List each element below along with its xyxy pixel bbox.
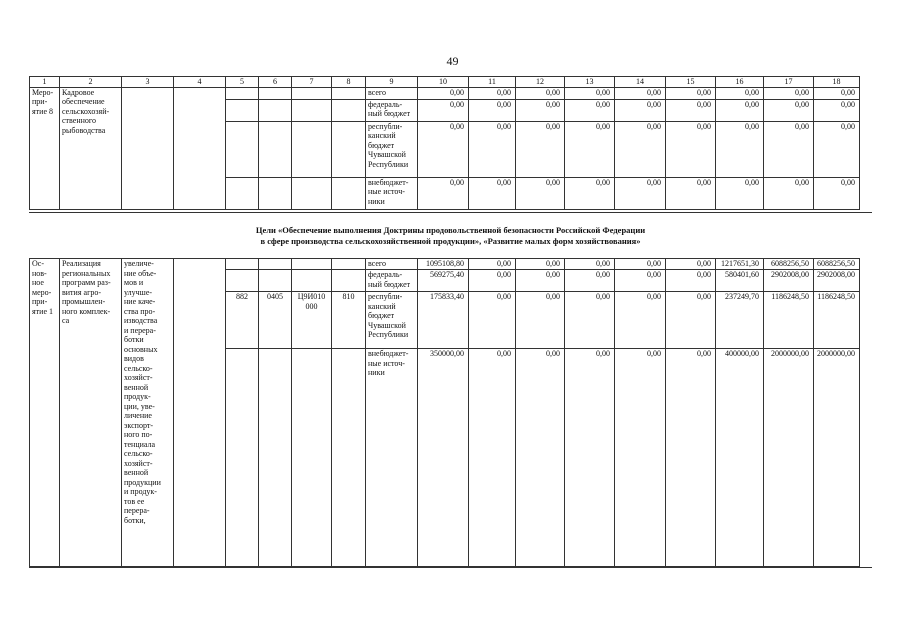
value-cell: 569275,40 bbox=[418, 270, 469, 292]
value-cell: 0,00 bbox=[565, 292, 615, 349]
budget-code-cell bbox=[226, 177, 259, 209]
column-number-2: 2 bbox=[60, 77, 122, 88]
value-cell: 1217651,30 bbox=[716, 259, 764, 270]
funding-source-cell: федераль- ный бюджет bbox=[366, 270, 418, 292]
target-cell: увеличе- ние объе- мов и улучше- ние каче- ства про- изводства и перера- ботки основных видов сельско- хозяйст- венной продук- ции, уве- личение экспорт- ного по- тенциала сельско- хозяйст- венной продукции и продук- тов ее перера- ботки, bbox=[122, 259, 174, 567]
budget-code-cell bbox=[332, 270, 366, 292]
value-cell: 0,00 bbox=[814, 121, 860, 177]
value-cell: 0,00 bbox=[764, 121, 814, 177]
value-cell: 580401,60 bbox=[716, 270, 764, 292]
block1-bottom-rule bbox=[29, 212, 872, 213]
value-cell: 0,00 bbox=[615, 177, 666, 209]
budget-code-cell bbox=[292, 270, 332, 292]
value-cell: 0,00 bbox=[615, 349, 666, 567]
rzpr-code-cell: 0405 bbox=[259, 292, 292, 349]
budget-code-cell bbox=[259, 87, 292, 99]
budget-code-cell bbox=[292, 177, 332, 209]
value-cell: 0,00 bbox=[615, 259, 666, 270]
value-cell: 0,00 bbox=[666, 121, 716, 177]
vr-code-cell: 810 bbox=[332, 292, 366, 349]
budget-code-cell bbox=[292, 99, 332, 121]
budget-code-cell bbox=[292, 121, 332, 177]
budget-code-cell bbox=[332, 87, 366, 99]
column-number-12: 12 bbox=[516, 77, 565, 88]
column-number-8: 8 bbox=[332, 77, 366, 88]
column-number-row bbox=[30, 77, 860, 88]
value-cell: 2000000,00 bbox=[814, 349, 860, 567]
budget-code-cell bbox=[292, 87, 332, 99]
value-cell: 0,00 bbox=[615, 99, 666, 121]
column-number-15: 15 bbox=[666, 77, 716, 88]
value-cell: 2902008,00 bbox=[764, 270, 814, 292]
value-cell: 0,00 bbox=[565, 177, 615, 209]
value-cell: 0,00 bbox=[666, 87, 716, 99]
funding-source-cell: федераль- ный бюджет bbox=[366, 99, 418, 121]
budget-code-cell bbox=[226, 270, 259, 292]
block2-bottom-rule bbox=[29, 567, 872, 568]
value-cell: 0,00 bbox=[615, 270, 666, 292]
value-cell: 0,00 bbox=[469, 99, 516, 121]
table-row bbox=[30, 259, 860, 270]
value-cell: 0,00 bbox=[516, 87, 565, 99]
funding-source-cell: республи- канский бюджет Чувашской Республики bbox=[366, 121, 418, 177]
value-cell: 1186248,50 bbox=[764, 292, 814, 349]
column-number-9: 9 bbox=[366, 77, 418, 88]
value-cell: 0,00 bbox=[418, 177, 469, 209]
value-cell: 0,00 bbox=[666, 292, 716, 349]
column-number-6: 6 bbox=[259, 77, 292, 88]
value-cell: 0,00 bbox=[516, 349, 565, 567]
column-number-10: 10 bbox=[418, 77, 469, 88]
activity-name-cell: Ос- нов- ное меро- при- ятие 1 bbox=[30, 259, 60, 567]
value-cell: 0,00 bbox=[516, 121, 565, 177]
budget-code-cell bbox=[226, 87, 259, 99]
column-number-17: 17 bbox=[764, 77, 814, 88]
budget-code-cell bbox=[226, 121, 259, 177]
value-cell: 0,00 bbox=[469, 121, 516, 177]
budget-table-block1 bbox=[29, 76, 860, 210]
activity-name-cell: Меро- при- ятие 8 bbox=[30, 87, 60, 209]
value-cell: 0,00 bbox=[764, 177, 814, 209]
value-cell: 0,00 bbox=[716, 87, 764, 99]
value-cell: 175833,40 bbox=[418, 292, 469, 349]
value-cell: 0,00 bbox=[814, 99, 860, 121]
value-cell: 1186248,50 bbox=[814, 292, 860, 349]
column-number-4: 4 bbox=[174, 77, 226, 88]
value-cell: 0,00 bbox=[469, 87, 516, 99]
value-cell: 0,00 bbox=[418, 87, 469, 99]
value-cell: 2000000,00 bbox=[764, 349, 814, 567]
csr-code-cell: Ц9И010 000 bbox=[292, 292, 332, 349]
value-cell: 0,00 bbox=[666, 259, 716, 270]
value-cell: 0,00 bbox=[565, 87, 615, 99]
budget-code-cell bbox=[226, 259, 259, 270]
value-cell: 0,00 bbox=[516, 177, 565, 209]
budget-code-cell bbox=[292, 349, 332, 567]
value-cell: 0,00 bbox=[814, 177, 860, 209]
value-cell: 0,00 bbox=[666, 349, 716, 567]
budget-code-cell bbox=[332, 99, 366, 121]
funding-source-cell: республи- канский бюджет Чувашской Республики bbox=[366, 292, 418, 349]
column-number-18: 18 bbox=[814, 77, 860, 88]
value-cell: 0,00 bbox=[565, 121, 615, 177]
activity-description-cell: Кадровое обеспечение сельскохозяй- ственного рыбоводства bbox=[60, 87, 122, 209]
value-cell: 0,00 bbox=[666, 177, 716, 209]
indicator-cell bbox=[174, 259, 226, 567]
budget-code-cell bbox=[332, 259, 366, 270]
budget-code-cell bbox=[259, 270, 292, 292]
funding-source-cell: всего bbox=[366, 87, 418, 99]
value-cell: 0,00 bbox=[615, 292, 666, 349]
funding-source-cell: внебюджет- ные источ- ники bbox=[366, 349, 418, 567]
value-cell: 0,00 bbox=[516, 259, 565, 270]
value-cell: 0,00 bbox=[615, 87, 666, 99]
value-cell: 0,00 bbox=[666, 270, 716, 292]
budget-code-cell bbox=[226, 349, 259, 567]
budget-code-cell bbox=[332, 177, 366, 209]
value-cell: 0,00 bbox=[469, 292, 516, 349]
value-cell: 0,00 bbox=[469, 270, 516, 292]
activity-description-cell: Реализация региональных программ раз- вития агро- промышлен- ного комплек- са bbox=[60, 259, 122, 567]
column-number-14: 14 bbox=[615, 77, 666, 88]
budget-code-cell bbox=[332, 349, 366, 567]
budget-table-block2 bbox=[29, 258, 860, 567]
grbs-code-cell: 882 bbox=[226, 292, 259, 349]
budget-code-cell bbox=[259, 349, 292, 567]
column-number-5: 5 bbox=[226, 77, 259, 88]
value-cell: 0,00 bbox=[418, 121, 469, 177]
value-cell: 0,00 bbox=[565, 259, 615, 270]
value-cell: 0,00 bbox=[716, 177, 764, 209]
target-cell bbox=[122, 87, 174, 209]
column-number-16: 16 bbox=[716, 77, 764, 88]
value-cell: 0,00 bbox=[418, 99, 469, 121]
column-number-13: 13 bbox=[565, 77, 615, 88]
value-cell: 6088256,50 bbox=[764, 259, 814, 270]
indicator-cell bbox=[174, 87, 226, 209]
value-cell: 0,00 bbox=[716, 99, 764, 121]
value-cell: 0,00 bbox=[565, 99, 615, 121]
value-cell: 0,00 bbox=[469, 259, 516, 270]
goal-heading: Цели «Обеспечение выполнения Доктрины продовольственной безопасности Российской Федерации в сфере производства сельскохозяйственной продукции», «Развитие малых форм хозяйствования» bbox=[255, 225, 646, 246]
value-cell: 0,00 bbox=[814, 87, 860, 99]
value-cell: 0,00 bbox=[469, 349, 516, 567]
value-cell: 0,00 bbox=[565, 270, 615, 292]
budget-code-cell bbox=[292, 259, 332, 270]
value-cell: 0,00 bbox=[764, 99, 814, 121]
value-cell: 350000,00 bbox=[418, 349, 469, 567]
value-cell: 0,00 bbox=[516, 99, 565, 121]
funding-source-cell: внебюджет- ные источ- ники bbox=[366, 177, 418, 209]
value-cell: 0,00 bbox=[716, 121, 764, 177]
page-number: 49 bbox=[446, 54, 459, 68]
budget-code-cell bbox=[226, 99, 259, 121]
funding-source-cell: всего bbox=[366, 259, 418, 270]
value-cell: 400000,00 bbox=[716, 349, 764, 567]
value-cell: 6088256,50 bbox=[814, 259, 860, 270]
budget-code-cell bbox=[259, 259, 292, 270]
budget-code-cell bbox=[259, 177, 292, 209]
value-cell: 2902008,00 bbox=[814, 270, 860, 292]
value-cell: 0,00 bbox=[516, 270, 565, 292]
value-cell: 237249,70 bbox=[716, 292, 764, 349]
column-number-1: 1 bbox=[30, 77, 60, 88]
value-cell: 0,00 bbox=[615, 121, 666, 177]
value-cell: 0,00 bbox=[764, 87, 814, 99]
budget-code-cell bbox=[259, 99, 292, 121]
value-cell: 0,00 bbox=[516, 292, 565, 349]
budget-code-cell bbox=[332, 121, 366, 177]
column-number-3: 3 bbox=[122, 77, 174, 88]
budget-code-cell bbox=[259, 121, 292, 177]
value-cell: 0,00 bbox=[666, 99, 716, 121]
value-cell: 0,00 bbox=[469, 177, 516, 209]
column-number-11: 11 bbox=[469, 77, 516, 88]
column-number-7: 7 bbox=[292, 77, 332, 88]
value-cell: 0,00 bbox=[565, 349, 615, 567]
value-cell: 1095108,80 bbox=[418, 259, 469, 270]
table-row bbox=[30, 87, 860, 99]
